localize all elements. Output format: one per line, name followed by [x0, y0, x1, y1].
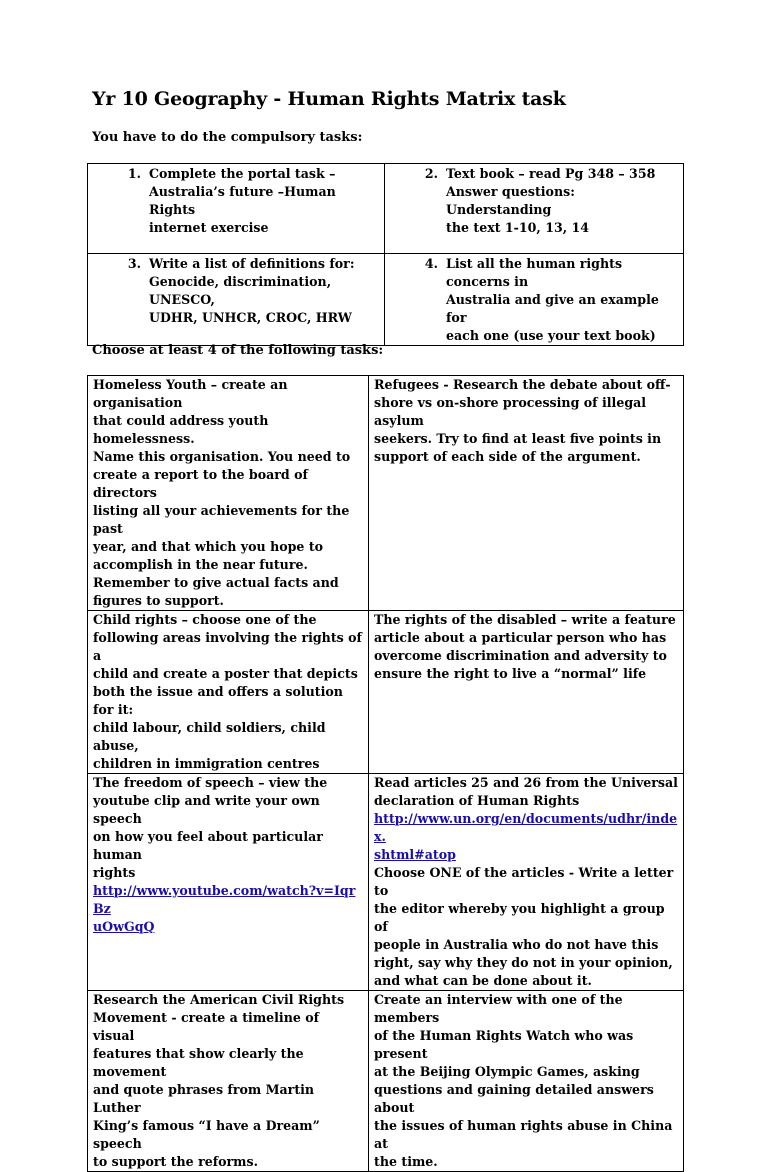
task-line: Refugees - Research the debate about off-: [374, 377, 671, 392]
task-line: ensure the right to live a “normal” life: [374, 666, 647, 681]
youtube-link[interactable]: [93, 882, 364, 936]
task-line: that could address youth homelessness.: [93, 413, 269, 446]
table-row: [88, 254, 684, 346]
compulsory-task-3: [88, 254, 385, 346]
task-line: List all the human rights concerns in: [446, 256, 623, 289]
task-line: The rights of the disabled – write a feature: [374, 612, 676, 627]
task-line: seekers. Try to find at least five points in: [374, 431, 662, 446]
task-line: questions and gaining detailed answers about: [374, 1082, 654, 1115]
compulsory-task-1: [88, 164, 385, 254]
task-line: child and create a poster that depicts: [93, 666, 358, 681]
task-line: create a report to the board of directors: [93, 467, 308, 500]
task-line: Remember to give actual facts and: [93, 575, 339, 590]
task-disabled-rights: [369, 611, 684, 774]
task-number: 3.: [127, 256, 141, 271]
link-line[interactable]: http://www.youtube.com/watch?v=IqrBz: [93, 883, 356, 916]
task-line: youtube clip and write your own speech: [93, 793, 320, 826]
page-title: Yr 10 Geography - Human Rights Matrix task: [92, 88, 566, 110]
task-freedom-of-speech: [88, 774, 369, 991]
task-line: people in Australia who do not have this: [374, 937, 659, 952]
task-child-rights: [88, 611, 369, 774]
task-line: both the issue and offers a solution for it:: [93, 684, 343, 717]
task-line: UDHR, UNHCR, CROC, HRW: [149, 310, 352, 325]
task-line: article about a particular person who has: [374, 630, 667, 645]
task-line: Write a list of definitions for:: [149, 256, 355, 271]
task-line: listing all your achievements for the past: [93, 503, 350, 536]
task-line: Name this organisation. You need to: [93, 449, 351, 464]
task-line: rights: [93, 865, 136, 880]
task-line: Answer questions: Understanding: [446, 184, 575, 217]
task-line: Child rights – choose one of the: [93, 612, 317, 627]
optional-tasks-table: [87, 375, 684, 1172]
task-line: figures to support.: [93, 593, 224, 608]
task-line: right, say why they do not in your opinion,: [374, 955, 673, 970]
task-line: of the Human Rights Watch who was present: [374, 1028, 634, 1061]
task-line: each one (use your text book): [446, 328, 656, 343]
task-homeless-youth: [88, 376, 369, 611]
task-line: King’s famous “I have a Dream” speech: [93, 1118, 320, 1151]
task-line: the editor whereby you highlight a group of: [374, 901, 665, 934]
task-line: Create an interview with one of the members: [374, 992, 623, 1025]
task-line: shore vs on-shore processing of illegal asylum: [374, 395, 647, 428]
udhr-link[interactable]: [374, 810, 679, 864]
task-line: on how you feel about particular human: [93, 829, 323, 862]
task-number: 1.: [127, 166, 141, 181]
task-line: declaration of Human Rights: [374, 793, 580, 808]
task-udhr-articles: [369, 774, 684, 991]
link-line[interactable]: uOwGqQ: [93, 919, 155, 934]
task-hrw-interview: [369, 991, 684, 1172]
table-row: [88, 991, 684, 1172]
task-line: children in immigration centres: [93, 756, 320, 771]
table-row: [88, 376, 684, 611]
task-line: at the Beijing Olympic Games, asking: [374, 1064, 640, 1079]
table-row: [88, 164, 684, 254]
task-line: the issues of human rights abuse in China at: [374, 1118, 673, 1151]
task-line: Movement - create a timeline of visual: [93, 1010, 320, 1043]
task-line: support of each side of the argument.: [374, 449, 641, 464]
link-line[interactable]: shtml#atop: [374, 847, 456, 862]
task-line: features that show clearly the movement: [93, 1046, 304, 1079]
compulsory-tasks-table: [87, 163, 684, 346]
task-number: 4.: [424, 256, 438, 271]
task-line: and quote phrases from Martin Luther: [93, 1082, 315, 1115]
table-row: [88, 774, 684, 991]
compulsory-task-4: [385, 254, 684, 346]
choose-intro: Choose at least 4 of the following tasks:: [92, 343, 384, 358]
task-line: overcome discrimination and adversity to: [374, 648, 667, 663]
task-line: year, and that which you hope to: [93, 539, 324, 554]
task-line: the text 1-10, 13, 14: [446, 220, 590, 235]
task-line: to support the reforms.: [93, 1154, 258, 1169]
task-line: the time.: [374, 1154, 438, 1169]
task-refugees: [369, 376, 684, 611]
task-line: Text book – read Pg 348 – 358: [446, 166, 656, 181]
task-line: Research the American Civil Rights: [93, 992, 345, 1007]
task-line: Complete the portal task –: [149, 166, 336, 181]
compulsory-task-2: [385, 164, 684, 254]
task-line: Australia’s future –Human Rights: [149, 184, 336, 217]
task-line: internet exercise: [149, 220, 269, 235]
task-line: Australia and give an example for: [446, 292, 659, 325]
task-number: 2.: [424, 166, 438, 181]
task-line: child labour, child soldiers, child abuse,: [93, 720, 326, 753]
task-line: and what can be done about it.: [374, 973, 592, 988]
table-row: [88, 611, 684, 774]
task-line: Choose ONE of the articles - Write a letter to: [374, 865, 674, 898]
task-line: following areas involving the rights of a: [93, 630, 362, 663]
task-line: Genocide, discrimination, UNESCO,: [149, 274, 332, 307]
task-line: The freedom of speech – view the: [93, 775, 328, 790]
task-line: accomplish in the near future.: [93, 557, 308, 572]
compulsory-intro: You have to do the compulsory tasks:: [92, 130, 363, 145]
link-line[interactable]: http://www.un.org/en/documents/udhr/index.: [374, 811, 678, 844]
task-civil-rights: [88, 991, 369, 1172]
task-line: Homeless Youth – create an organisation: [93, 377, 288, 410]
task-line: Read articles 25 and 26 from the Universal: [374, 775, 678, 790]
